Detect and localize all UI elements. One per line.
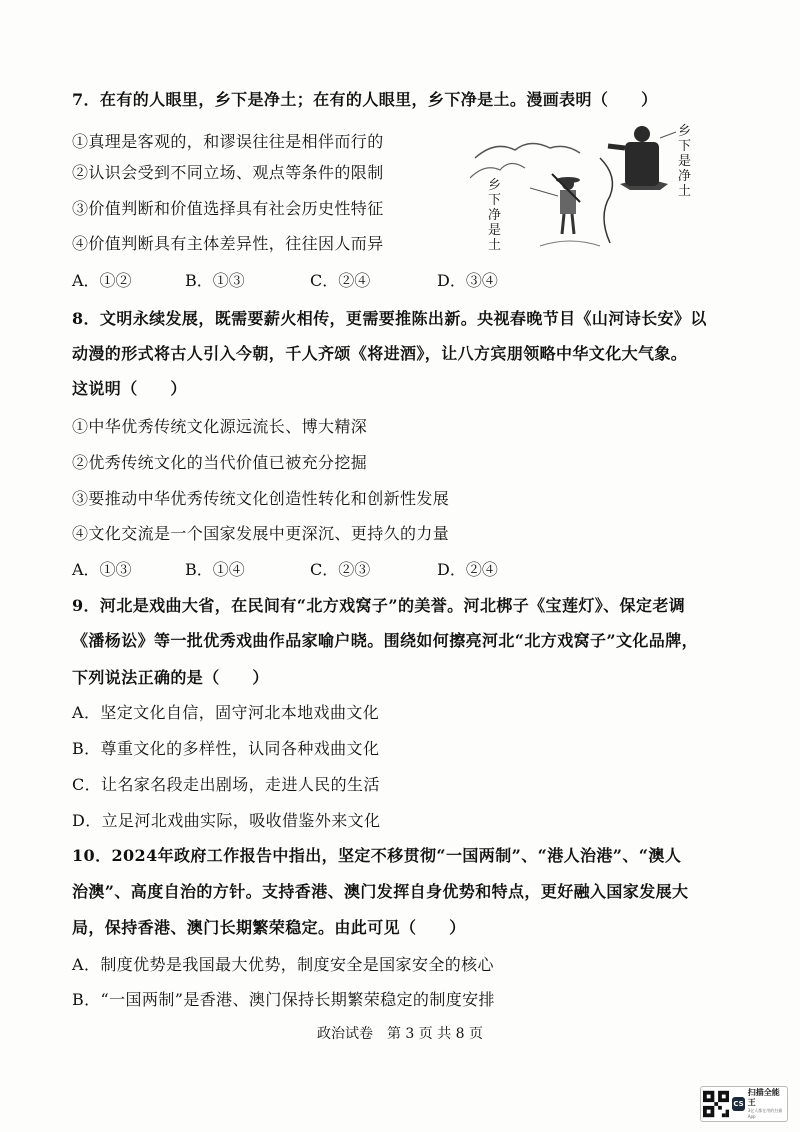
q8-option-c: C．②③ <box>310 560 371 579</box>
q10-option-b: B．“一国两制”是香港、澳门保持长期繁荣稳定的制度安排 <box>72 990 495 1009</box>
cartoon-caption-left: 乡下净是土 <box>488 178 502 253</box>
q9-stem-line-3: 下列说法正确的是（ ） <box>72 668 269 687</box>
q9-option-b: B．尊重文化的多样性，认同各种戏曲文化 <box>72 739 380 758</box>
q10-stem-line-1: 10．2024年政府工作报告中指出，坚定不移贯彻“一国两制”、“港人治港”、“澳人 <box>72 846 682 865</box>
q8-option-a: A．①③ <box>72 560 132 579</box>
q9-option-d: D．立足河北戏曲实际，吸收借鉴外来文化 <box>72 811 381 830</box>
q7-item-4: ④价值判断具有主体差异性，往往因人而异 <box>72 234 384 253</box>
q8-option-b: B．①④ <box>185 560 245 579</box>
q10-option-a: A．制度优势是我国最大优势，制度安全是国家安全的核心 <box>72 955 494 974</box>
q9-stem-line-2: 《潘杨讼》等一批优秀戏曲作品家喻户晓。围绕如何擦亮河北“北方戏窝子”文化品牌， <box>72 631 699 650</box>
q7-item-3: ③价值判断和价值选择具有社会历史性特征 <box>72 199 384 218</box>
page-footer: 政治试卷 第 3 页 共 8 页 <box>316 1026 484 1042</box>
q7-cartoon <box>470 118 700 258</box>
q9-option-c: C．让名家名段走出剧场，走进人民的生活 <box>72 775 380 794</box>
q8-item-2: ②优秀传统文化的当代价值已被充分挖掘 <box>72 453 368 472</box>
cartoon-illustration <box>470 118 700 258</box>
q7-stem: 7．在有的人眼里，乡下是净土；在有的人眼里，乡下净是土。漫画表明（ ） <box>72 90 658 109</box>
q8-item-1: ①中华优秀传统文化源远流长、博大精深 <box>72 417 368 436</box>
scanner-app-tagline: 3亿人都在用的扫描App <box>747 1108 783 1119</box>
q9-stem-line-1: 9．河北是戏曲大省，在民间有“北方戏窝子”的美誉。河北梆子《宝莲灯》、保定老调 <box>72 596 686 615</box>
q8-stem-line-1: 8．文明永续发展，既需要薪火相传，更需要推陈出新。央视春晚节目《山河诗长安》以 <box>72 309 707 328</box>
q7-option-b: B．①③ <box>185 271 245 290</box>
camscanner-logo: CS <box>732 1097 744 1111</box>
q8-item-4: ④文化交流是一个国家发展中更深沉、更持久的力量 <box>72 524 450 543</box>
q9-option-a: A．坚定文化自信，固守河北本地戏曲文化 <box>72 703 380 722</box>
qr-code-icon <box>703 1089 729 1119</box>
q7-item-1: ①真理是客观的，和谬误往往是相伴而行的 <box>72 132 384 151</box>
q7-item-2: ②认识会受到不同立场、观点等条件的限制 <box>72 163 384 182</box>
q7-option-a: A．①② <box>72 271 132 290</box>
scanner-app-name: 扫描全能王 <box>747 1088 780 1107</box>
q8-stem-line-3: 这说明（ ） <box>72 379 187 398</box>
q10-stem-line-2: 治澳”、高度自治的方针。支持香港、澳门发挥自身优势和特点，更好融入国家发展大 <box>72 882 689 901</box>
q10-stem-line-3: 局，保持香港、澳门长期繁荣稳定。由此可见（ ） <box>72 918 466 937</box>
q7-option-d: D．③④ <box>437 271 498 290</box>
q8-stem-line-2: 动漫的形式将古人引入今朝，千人齐颂《将进酒》，让八方宾朋领略中华文化大气象。 <box>72 344 688 363</box>
q8-option-d: D．②④ <box>437 560 498 579</box>
q7-option-c: C．②④ <box>310 271 371 290</box>
cartoon-caption-right: 乡下是净土 <box>678 124 692 199</box>
q8-item-3: ③要推动中华优秀传统文化创造性转化和创新性发展 <box>72 489 450 508</box>
scanner-badge <box>700 1086 788 1122</box>
